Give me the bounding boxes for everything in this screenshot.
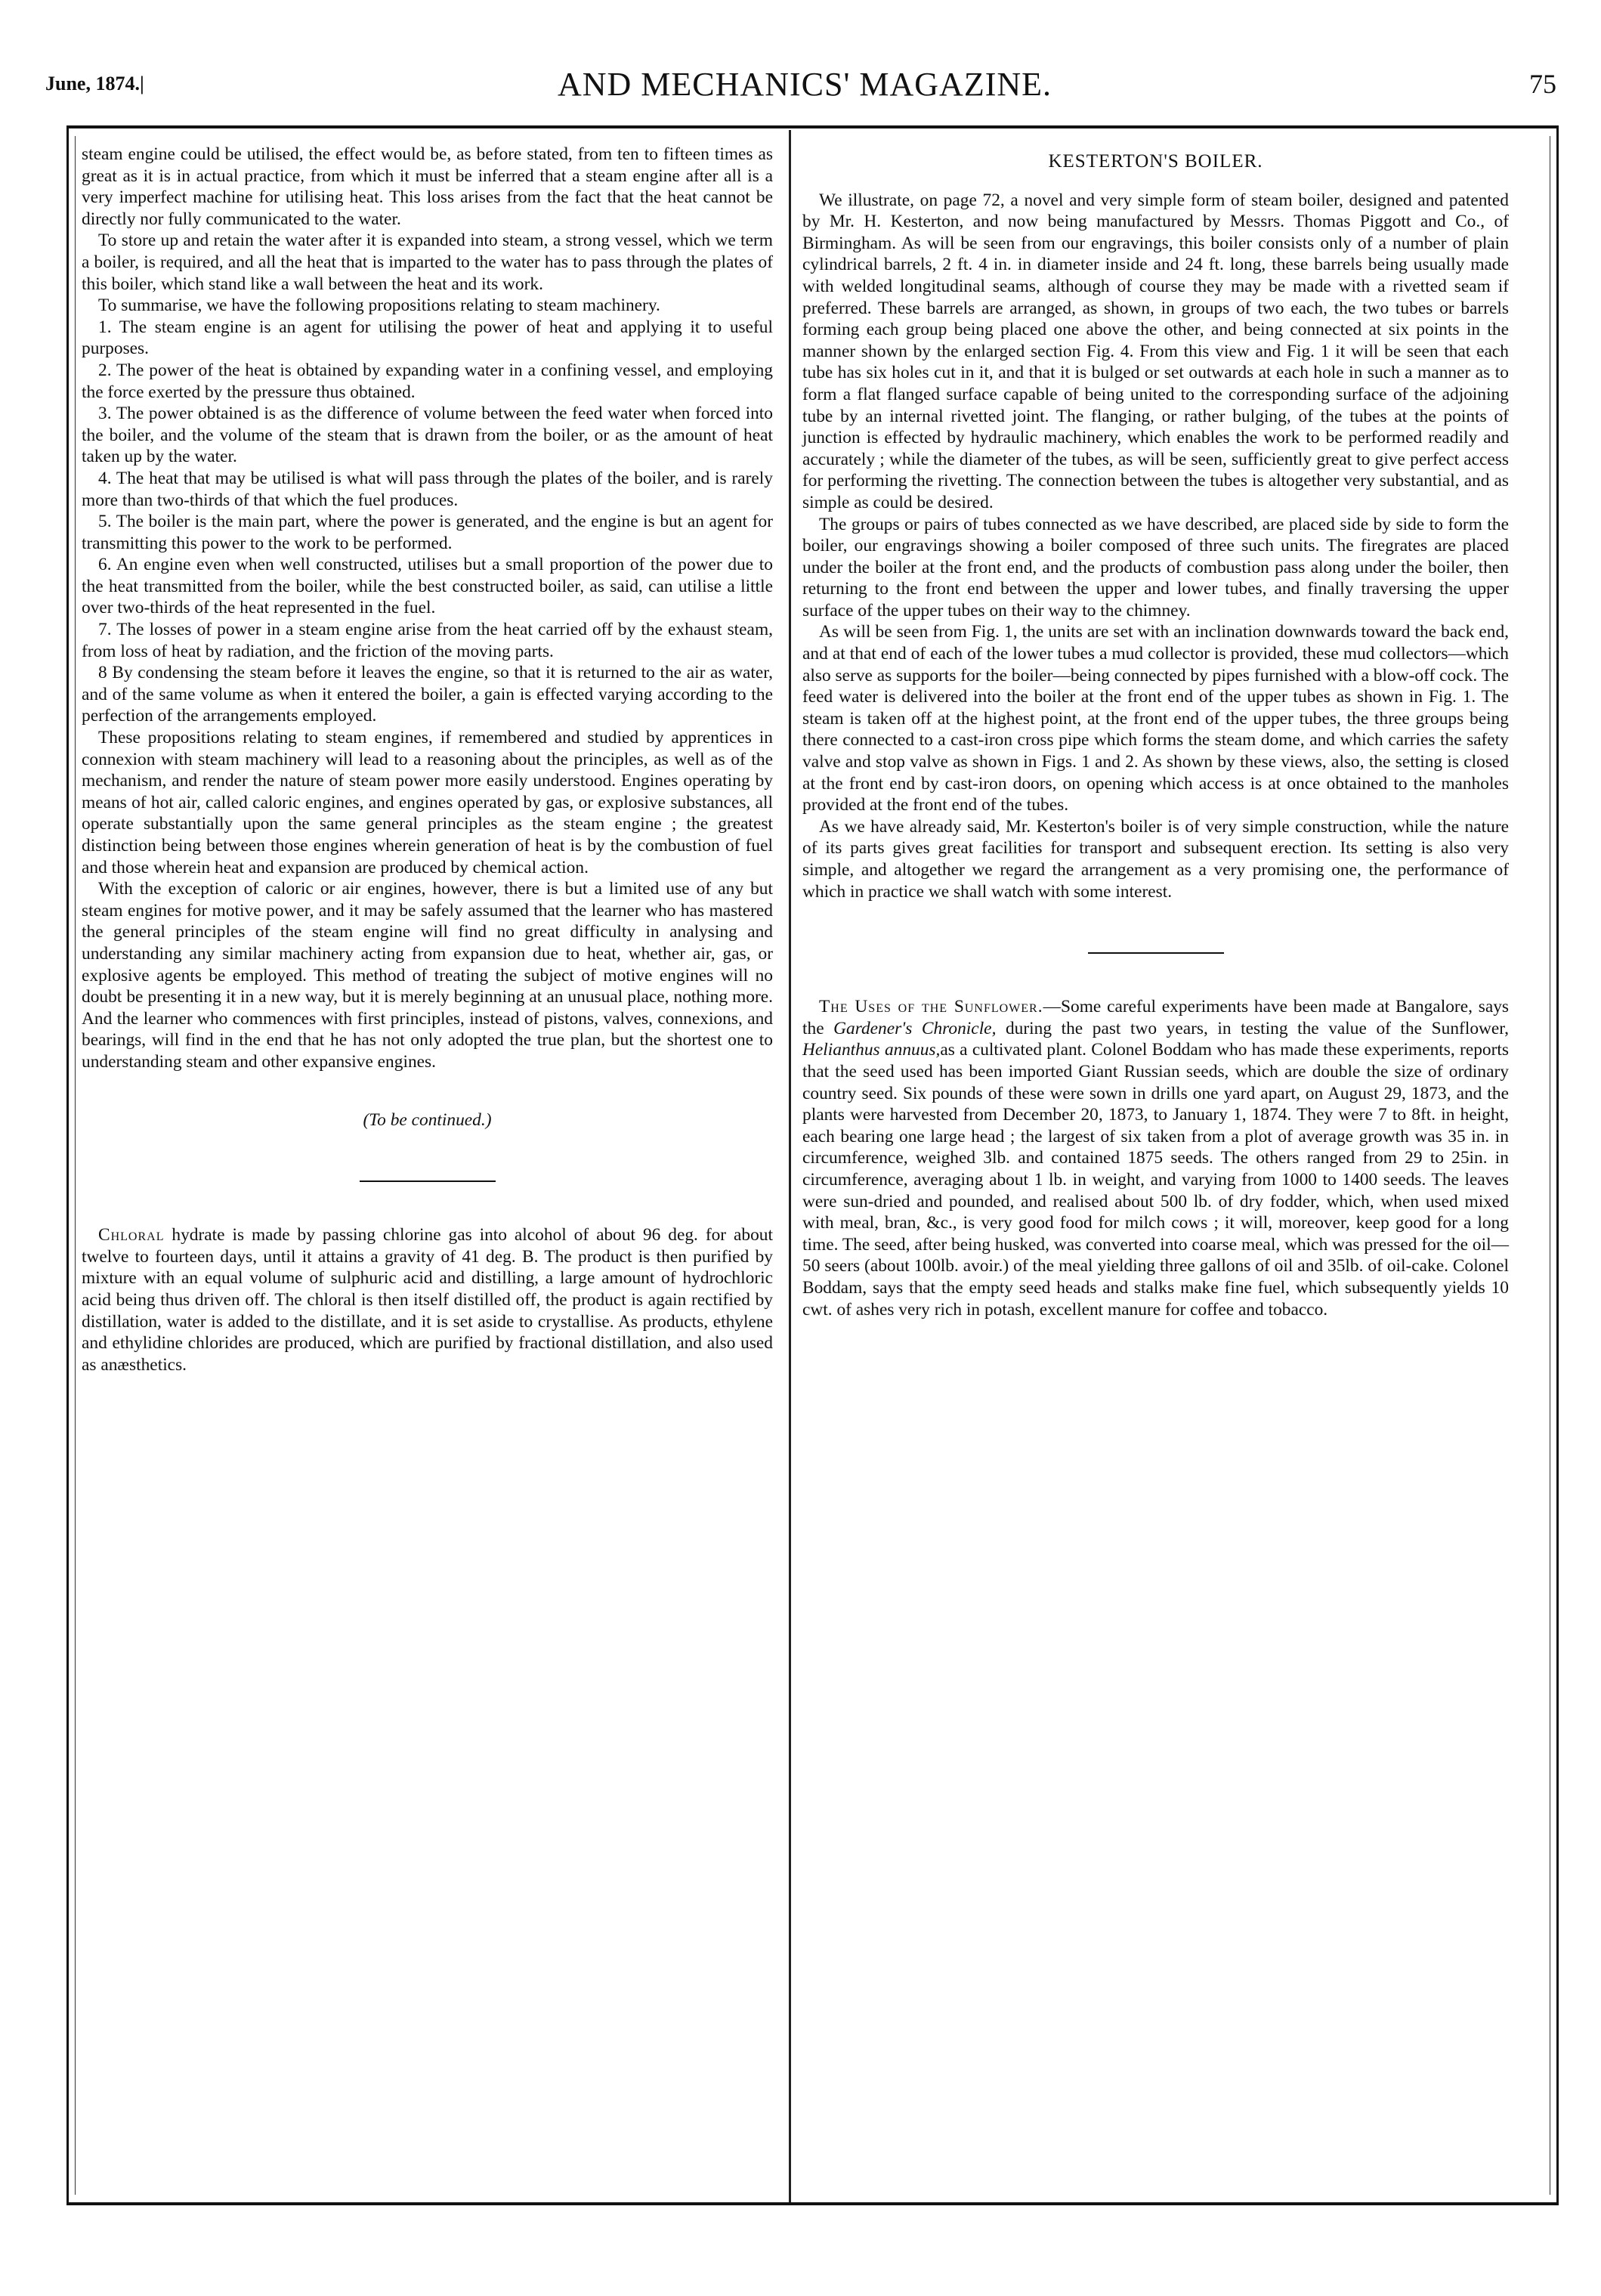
page-header xyxy=(45,60,1564,121)
page-number: 75 xyxy=(1529,69,1556,99)
column-divider xyxy=(789,130,791,2202)
proposition-1: 1. The steam engine is an agent for utilising the power of heat and applying it to useful purposes. xyxy=(82,317,773,359)
left-column xyxy=(82,144,773,1375)
proposition-4: 4. The heat that may be utilised is what will pass through the plates of the boiler, and is rarely more than two-thirds of that which the fuel produces. xyxy=(82,468,773,510)
latin-name: Helianthus annuus, xyxy=(802,1040,941,1060)
article-paragraph: We illustrate, on page 72, a novel and very simple form of steam boiler, designed and patented by Mr. H. Kesterton, and now being manufactured by Messrs. Thomas Piggott and Co., of Birmingham. As will be seen from our engravings, this boiler consists only of a number of plain cylindrical barrels, 2 ft. 4 in. in diameter inside and 24 ft. long, these barrels being usually made with welded longitudinal seams, although of course they may be made with a rivetted seam if preferred. These barrels are arranged, as shown, in groups of two each, the two tubes or barrels forming each group being placed one above the other, and being connected at six points in the manner shown by the enlarged section Fig. 4. From this view and Fig. 1 it will be seen that each tube has six holes cut in it, and that it is bulged or set outwards at each hole in such a manner as to form a flat flanged surface capable of being united to the corresponding surface of the adjoining tube by an internal rivetted joint. The flanging, or rather bulging, of the tubes at the points of junction is effected by hydraulic machinery, which enables the work to be performed readily and accurately ; while the diameter of the tubes, as will be seen, sufficiently great to give perfect access for performing the rivetting. The connection between the tubes is altogether very substantial, and as simple as could be desired. xyxy=(802,190,1509,512)
section-rule xyxy=(1088,952,1224,954)
article-paragraph: To summarise, we have the following propositions relating to steam machinery. xyxy=(98,296,660,316)
to-be-continued: (To be continued.) xyxy=(363,1109,492,1130)
chloral-paragraph xyxy=(82,1224,773,1375)
article-heading: KESTERTON'S BOILER. xyxy=(1048,151,1263,172)
sunflower-text: as a cultivated plant. Colonel Boddam who has made these experiments, reports that the seed used has been imported Giant Russian seeds, which are double the size of ordinary country seed. Six pounds of these were sown in drills one yard apart, on August 29, 1873, and the plants were harvested from December 20, 1873, to January 1, 1874. They were 7 to 8ft. in height, each bearing one large head ; the largest of six taken from a plot of average growth was 35 in. in circumference, weighed 3lb. and contained 1875 seeds. The others ranged from 29 to 25in. in circumference, averaging about 1 lb. in weight, and varying from 1000 to 1400 seeds. The leaves were sun-dried and pounded, and realised about 500 lb. of dry fodder, which, when used mixed with meal, bran, &c., is very good food for milch cows ; it will, moreover, keep good for a long time. The seed, after being husked, was converted into coarse meal, which was pressed for the oil—50 seers (about 100lb. avoir.) of the meal yielding three gallons of oil and 35lb. of oil-cake. Colonel Boddam, says that the empty seed heads and stalks make fine fuel, which subsequently yields 10 cwt. of ashes very rich in potash, excellent manure for coffee and tobacco. xyxy=(802,1040,1510,1320)
article-paragraph: With the exception of caloric or air engines, however, there is but a limited use of any but steam engines for motive power, and it may be safely assumed that the learner who has mastered the general principles of the steam engine will find no great difficulty in analysing and understanding any similar machinery acting from expansion due to heat, whether air, gas, or explosive agents be employed. This method of treating the subject of motive engines will no doubt be presenting it in a new way, but it is merely beginning at an unusual place, nothing more. And the learner who commences with first principles, instead of pistons, valves, connexions, and bearings, will find in the end that he has not only adopted the true plan, but the shortest one to understanding steam and other expansive engines. xyxy=(82,879,773,1072)
proposition-6: 6. An engine even when well constructed, utilises but a small proportion of the power due to the heat transmitted from the boiler, while the best constructed boiler, as said, can utilise a little over two-thirds of the heat represented in the fuel. xyxy=(82,555,773,618)
proposition-3: 3. The power obtained is as the difference of volume between the feed water when forced into the boiler, and the volume of the steam that is drawn from the boiler, or as the amount of heat taken up by the water. xyxy=(82,404,773,467)
article-paragraph: steam engine could be utilised, the effect would be, as before stated, from ten to fifteen times as great as it is in actual practice, from which it must be inferred that a steam engine after all is a very imperfect machine for utilising heat. This loss arises from the fact that the heat cannot be directly nor fully communicated to the water. xyxy=(82,144,773,229)
sunflower-lead: The Uses of the Sunflower. xyxy=(819,997,1043,1017)
section-rule xyxy=(360,1180,496,1182)
chloral-text: hydrate is made by passing chlorine gas into alcohol of about 96 deg. for about twelve to fourteen days, until it attains a gravity of 41 deg. B. The product is then purified by mixture with an equal volume of sulphuric acid and distilling, a large amount of hydrochloric acid being thus driven off. The chloral is then itself distilled off, the product is again rectified by distillation, water is added to the distillate, and it is set aside to crystallise. As products, ethylene and ethylidine chlorides are produced, which are purified by fractional distillation, and also used as anæsthetics. xyxy=(82,1225,773,1375)
sunflower-text: —Some careful experiments have been made at Bangalore, says the xyxy=(802,997,1510,1038)
right-column xyxy=(802,144,1509,1320)
article-paragraph: As will be seen from Fig. 1, the units are set with an inclination downwards toward the back end, and at that end of each of the lower tubes a mud collector is provided, these mud collectors—which also serve as supports for the boiler—being connected by pipes furnished with a blow-off cock. The feed water is delivered into the boiler at the front end of the upper tubes as shown in Fig. 1. The steam is taken off at the highest point, at the front end of the upper tubes, the three groups being there connected to a cast-iron cross pipe which forms the steam dome, and which carries the safety valve and stop valve as shown in Figs. 1 and 2. As shown by these views, also, the setting is closed at the front end by cast-iron doors, on opening which access is at once obtained to the manholes provided at the front end of the tubes. xyxy=(802,622,1509,815)
proposition-2: 2. The power of the heat is obtained by expanding water in a confining vessel, and employing the force exerted by the pressure thus obtained. xyxy=(82,360,773,402)
sunflower-paragraph xyxy=(802,996,1509,1320)
sunflower-text: during the past two years, in testing the value of the Sunflower, xyxy=(996,1018,1509,1038)
chloral-lead: Chloral xyxy=(98,1225,165,1245)
proposition-7: 7. The losses of power in a steam engine arise from the heat carried off by the exhaust steam, from loss of heat by radiation, and the friction of the moving parts. xyxy=(82,620,773,661)
issue-date: June, 1874.| xyxy=(45,73,144,94)
proposition-8: 8 By condensing the steam before it leaves the engine, so that it is returned to the air as water, and of the same volume as when it entered the boiler, a gain is effected varying according to the perfection of the arrangements employed. xyxy=(82,663,773,726)
article-paragraph: As we have already said, Mr. Kesterton's boiler is of very simple construction, while the nature of its parts gives great facilities for transport and subsequent erection. Its setting is also very simple, and altogether we regard the arrangement as a very promising one, the performance of which in practice we shall watch with some interest. xyxy=(802,816,1509,902)
proposition-5: 5. The boiler is the main part, where the power is generated, and the engine is but an agent for transmitting this power to the work to be performed. xyxy=(82,512,773,553)
article-paragraph: To store up and retain the water after it is expanded into steam, a strong vessel, which we term a boiler, is required, and all the heat that is imparted to the water has to pass through the plates of this boiler, which stand like a wall between the heat and its work. xyxy=(82,231,773,294)
article-paragraph: The groups or pairs of tubes connected as we have described, are placed side by side to form the boiler, our engravings showing a boiler composed of three such units. The firegrates are placed under the boiler at the front end, and the products of combustion pass along under the boiler, then returning to the front end between the upper and lower tubes, and finally traversing the upper surface of the upper tubes on their way to the chimney. xyxy=(802,514,1509,620)
source-citation: Gardener's Chronicle, xyxy=(833,1018,997,1038)
article-paragraph: These propositions relating to steam engines, if remembered and studied by apprentices in connexion with steam machinery will lead to a reasoning about the principles, as well as of the mechanism, and render the nature of steam power more easily understood. Engines operating by means of hot air, called caloric engines, and engines operated by gas, or explosive substances, all operate substantially upon the same general principles as the steam engine ; the greatest distinction being between those engines wherein generation of heat is by the combustion of fuel and those wherein heat and expansion are produced by chemical action. xyxy=(82,728,773,877)
magazine-title: AND MECHANICS' MAGAZINE. xyxy=(557,66,1052,103)
